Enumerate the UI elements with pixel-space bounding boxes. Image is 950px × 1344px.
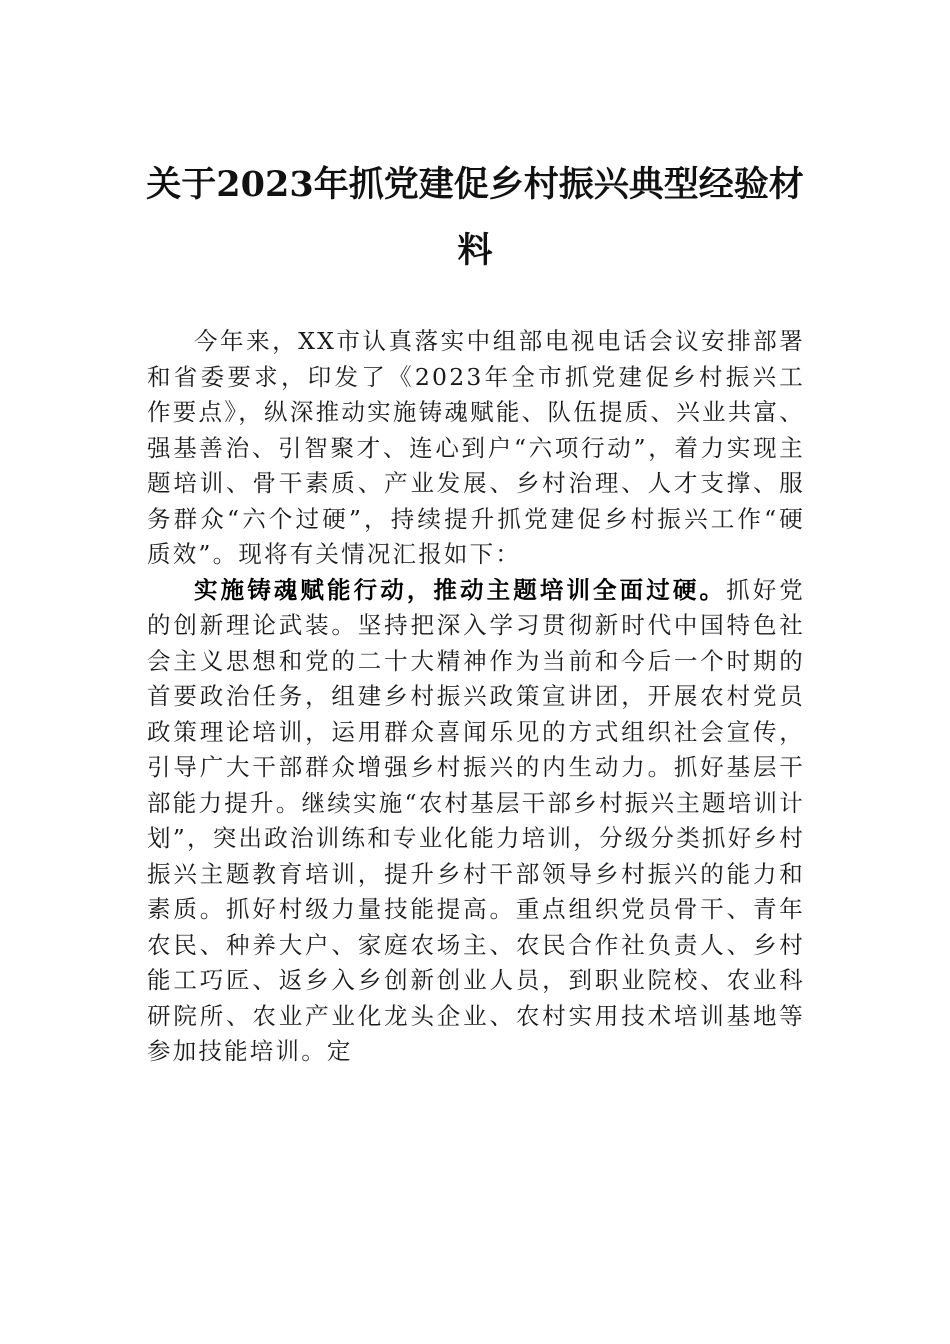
intro-paragraph	[147, 324, 805, 573]
paragraph-text: 抓好党的创新理论武装。坚持把深入学习贯彻新时代中国特色社会主义思想和党的二十大精神作为当前和今后一个时期的首要政治任务，组建乡村振兴政策宣讲团，开展农村党员政策理论培训，运用群众喜闻乐见的方式组织社会宣传，引导广大干部群众增强乡村振兴的内生动力。抓好基层干部能力提升。继续实施“农村基层干部乡村振兴主题培训计划”，突出政治训练和专业化能力培训，分级分类抓好乡村振兴主题教育培训，提升乡村干部领导乡村振兴的能力和素质。抓好村级力量技能提高。重点组织党员骨干、青年农民、种养大户、家庭农场主、农民合作社负责人、乡村能工巧匠、返乡入乡创新创业人员，到职业院校、农业科研院所、农业产业化龙头企业、农村实用技术培训基地等参加技能培训。定	[147, 575, 806, 1065]
document-body	[147, 324, 805, 1070]
document-title: 关于2023年抓党建促乡村振兴典型经验材料	[146, 164, 804, 271]
section-paragraph	[147, 573, 805, 1070]
paragraph-text: 今年来，XX市认真落实中组部电视电话会议安排部署和省委要求，印发了《2023年全市抓党建促乡村振兴工作要点》，纵深推动实施铸魂赋能、队伍提质、兴业共富、强基善治、引智聚才、连心到户“六项行动”，着力实现主题培训、骨干素质、产业发展、乡村治理、人才支撑、服务群众“六个过硬”，持续提升抓党建促乡村振兴工作“硬质效”。现将有关情况汇报如下：	[147, 327, 805, 568]
section-heading: 实施铸魂赋能行动，推动主题培训全面过硬。	[194, 575, 727, 604]
